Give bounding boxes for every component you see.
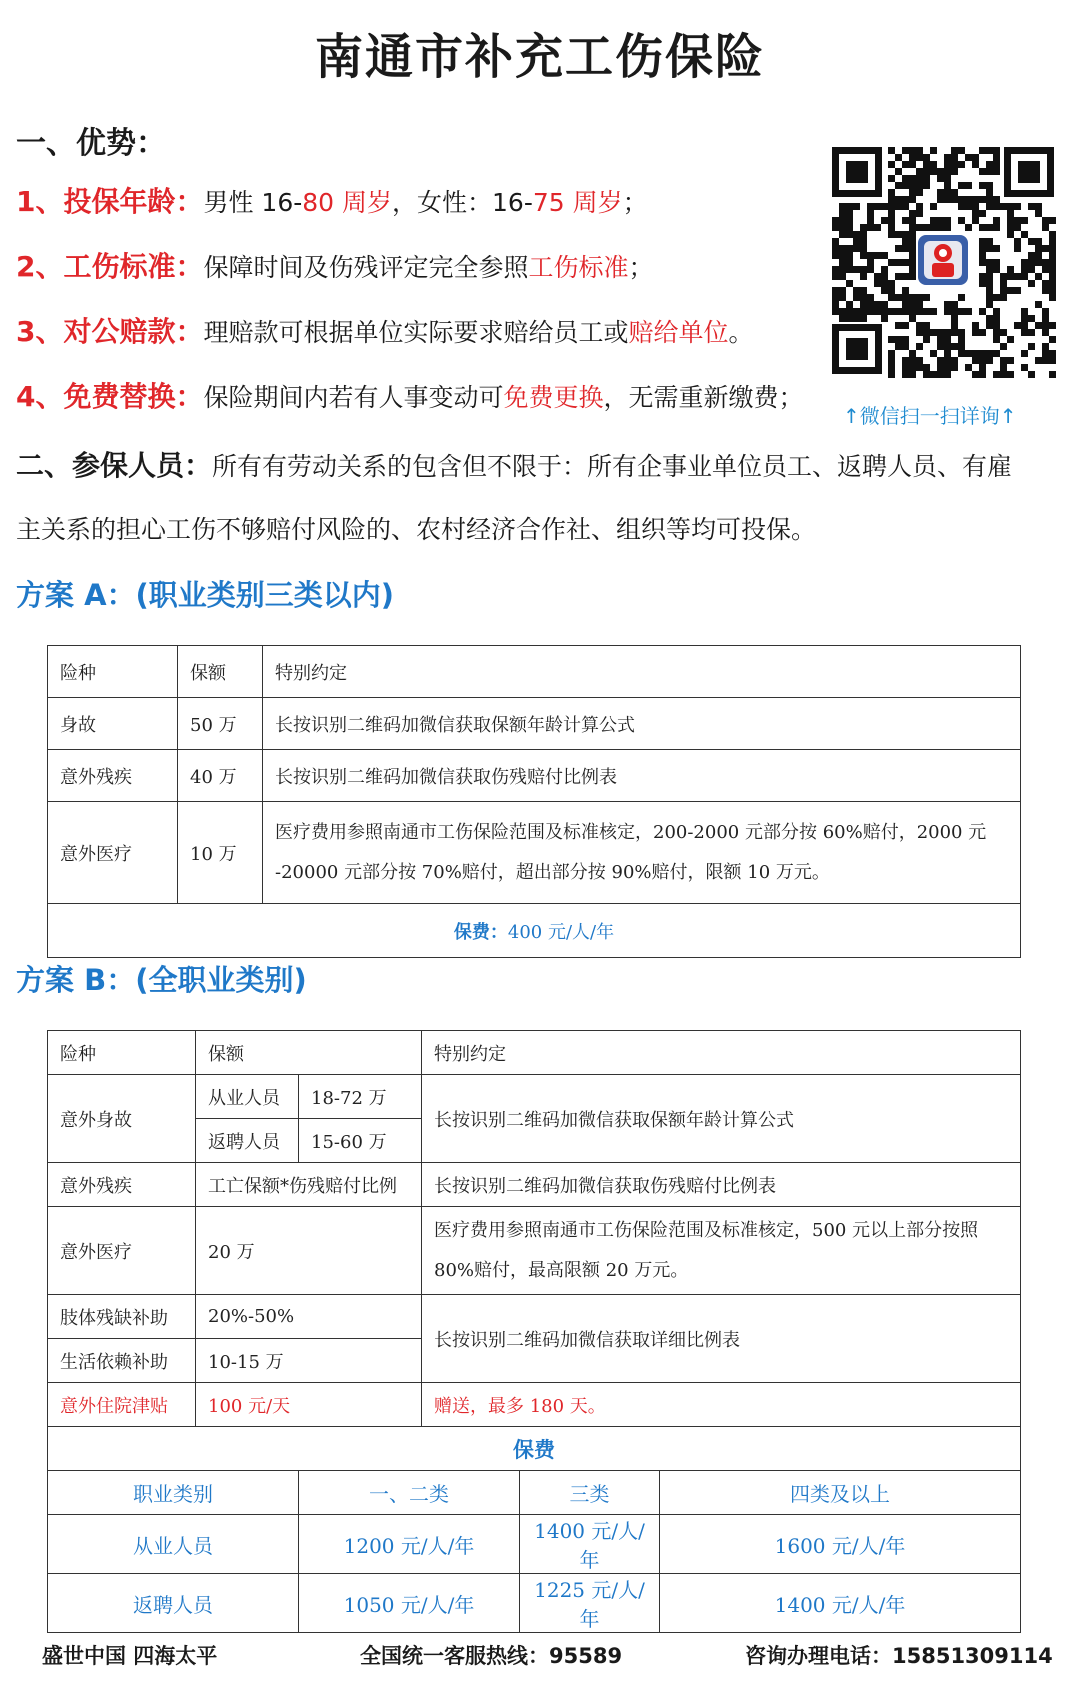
table-cell: 长按识别二维码加微信获取详细比例表 bbox=[422, 1295, 1021, 1383]
advantage-payout-text1: 理赔款可根据单位实际要求赔给员工或 bbox=[203, 318, 629, 347]
table-cell: 返聘人员 bbox=[196, 1119, 299, 1163]
table-cell: 意外身故 bbox=[48, 1075, 196, 1163]
table-row bbox=[48, 1295, 1021, 1339]
price-cell: 返聘人员 bbox=[48, 1574, 299, 1633]
table-cell bbox=[422, 1207, 1021, 1295]
price-cell: 1050 元/人/年 bbox=[299, 1574, 520, 1633]
table-cell: 长按识别二维码加微信获取伤残赔付比例表 bbox=[422, 1163, 1021, 1207]
medical-note-line2: 80%赔付，最高限额 20 万元。 bbox=[434, 1259, 689, 1281]
table-cell: 赠送，最多 180 天。 bbox=[422, 1383, 1021, 1427]
price-header-cell: 一、二类 bbox=[299, 1471, 520, 1515]
footer-hotline: 全国统一客服热线：95589 bbox=[360, 1644, 623, 1668]
price-header-cell: 四类及以上 bbox=[660, 1471, 1021, 1515]
advantage-payout bbox=[16, 310, 754, 350]
wechat-qr-code-icon[interactable] bbox=[828, 143, 1058, 378]
advantage-age-male-max: 80 周岁 bbox=[302, 188, 393, 217]
page-title: 南通市补充工伤保险 bbox=[314, 29, 765, 85]
table-cell: 50 万 bbox=[178, 698, 263, 750]
price-cell: 1400 元/人/年 bbox=[520, 1515, 660, 1574]
advantage-replace-text2: ，无需重新缴费； bbox=[603, 383, 804, 412]
table-row bbox=[48, 750, 1021, 802]
table-cell: 意外医疗 bbox=[48, 802, 178, 904]
insured-text1: 所有有劳动关系的包含但不限于：所有企事业单位员工、返聘人员、有雇 bbox=[212, 452, 1013, 481]
insured-line2: 主关系的担心工伤不够赔付风险的、农村经济合作社、组织等均可投保。 bbox=[16, 515, 817, 544]
table-cell: 长按识别二维码加微信获取保额年龄计算公式 bbox=[263, 698, 1021, 750]
price-cell: 从业人员 bbox=[48, 1515, 299, 1574]
advantage-replace-text1: 保险期间内若有人事变动可 bbox=[203, 383, 504, 412]
advantage-standard bbox=[16, 245, 654, 285]
premium-value: 400 元/人/年 bbox=[507, 921, 615, 943]
table-cell bbox=[263, 802, 1021, 904]
table-cell: 10 万 bbox=[178, 802, 263, 904]
plan-a-table bbox=[47, 645, 1021, 958]
table-row bbox=[48, 698, 1021, 750]
advantage-replace bbox=[16, 375, 804, 415]
advantage-age-label: 1、投保年龄： bbox=[16, 185, 204, 218]
table-cell: 意外医疗 bbox=[48, 1207, 196, 1295]
insured-line1 bbox=[16, 444, 1066, 484]
advantage-age-text1: 男性 16- bbox=[203, 188, 303, 217]
table-cell: 意外住院津贴 bbox=[48, 1383, 196, 1427]
advantage-standard-text2: ； bbox=[628, 253, 654, 282]
advantage-age-text3: ； bbox=[622, 188, 648, 217]
table-cell: 从业人员 bbox=[196, 1075, 299, 1119]
price-cell: 1200 元/人/年 bbox=[299, 1515, 520, 1574]
table-row bbox=[48, 1163, 1021, 1207]
table-cell: 100 元/天 bbox=[196, 1383, 422, 1427]
table-cell: 长按识别二维码加微信获取保额年龄计算公式 bbox=[422, 1075, 1021, 1163]
table-cell: 生活依赖补助 bbox=[48, 1339, 196, 1383]
footer-phone: 咨询办理电话：15851309114 bbox=[745, 1644, 1053, 1668]
insured-heading: 二、参保人员： bbox=[16, 449, 213, 482]
advantage-standard-text1: 保障时间及伤残评定完全参照 bbox=[203, 253, 529, 282]
header-cell: 保额 bbox=[178, 646, 263, 698]
advantage-standard-label: 2、工伤标准： bbox=[16, 250, 204, 283]
price-cell: 1400 元/人/年 bbox=[660, 1574, 1021, 1633]
plan-b-title: 方案 B：(全职业类别) bbox=[16, 963, 307, 997]
table-row bbox=[48, 1075, 1021, 1119]
price-header-row bbox=[48, 1471, 1021, 1515]
plan-a-title: 方案 A：(职业类别三类以内) bbox=[16, 578, 395, 612]
table-cell: 意外残疾 bbox=[48, 750, 178, 802]
advantage-standard-highlight: 工伤标准 bbox=[528, 253, 629, 282]
header-cell: 特别约定 bbox=[263, 646, 1021, 698]
advantage-payout-highlight: 赔给单位 bbox=[628, 318, 729, 347]
medical-note-line2: -20000 元部分按 70%赔付，超出部分按 90%赔付，限额 10 万元。 bbox=[275, 861, 830, 883]
advantage-age bbox=[16, 180, 648, 220]
header-cell: 保额 bbox=[196, 1031, 422, 1075]
table-cell: 20 万 bbox=[196, 1207, 422, 1295]
advantage-age-female-max: 75 周岁 bbox=[532, 188, 623, 217]
table-cell: 身故 bbox=[48, 698, 178, 750]
advantages-heading: 一、优势： bbox=[16, 126, 166, 161]
medical-note-line1: 医疗费用参照南通市工伤保险范围及标准核定，200-2000 元部分按 60%赔付，2000 元 bbox=[275, 821, 987, 843]
header-cell: 险种 bbox=[48, 1031, 196, 1075]
table-cell: 工亡保额*伤残赔付比例 bbox=[196, 1163, 422, 1207]
price-header-cell: 三类 bbox=[520, 1471, 660, 1515]
advantage-replace-label: 4、免费替换： bbox=[16, 380, 204, 413]
table-header-row bbox=[48, 1031, 1021, 1075]
advantage-replace-highlight: 免费更换 bbox=[503, 383, 604, 412]
plan-b-table bbox=[47, 1030, 1021, 1633]
advantage-payout-label: 3、对公赔款： bbox=[16, 315, 204, 348]
price-row bbox=[48, 1574, 1021, 1633]
table-row bbox=[48, 1207, 1021, 1295]
table-cell: 40 万 bbox=[178, 750, 263, 802]
table-cell: 长按识别二维码加微信获取伤残赔付比例表 bbox=[263, 750, 1021, 802]
advantage-payout-text2: 。 bbox=[728, 318, 754, 347]
premium-cell bbox=[48, 904, 1021, 958]
price-cell: 1600 元/人/年 bbox=[660, 1515, 1021, 1574]
premium-label: 保费： bbox=[453, 921, 508, 943]
price-row bbox=[48, 1515, 1021, 1574]
footer-slogan: 盛世中国 四海太平 bbox=[42, 1644, 218, 1668]
table-cell: 意外残疾 bbox=[48, 1163, 196, 1207]
header-cell: 险种 bbox=[48, 646, 178, 698]
table-cell: 15-60 万 bbox=[299, 1119, 422, 1163]
table-cell: 18-72 万 bbox=[299, 1075, 422, 1119]
header-cell: 特别约定 bbox=[422, 1031, 1021, 1075]
premium-heading: 保费 bbox=[48, 1427, 1021, 1471]
premium-heading-row bbox=[48, 1427, 1021, 1471]
table-cell: 肢体残缺补助 bbox=[48, 1295, 196, 1339]
table-header-row bbox=[48, 646, 1021, 698]
table-cell: 20%-50% bbox=[196, 1295, 422, 1339]
price-header-cell: 职业类别 bbox=[48, 1471, 299, 1515]
table-row bbox=[48, 802, 1021, 904]
table-row bbox=[48, 1383, 1021, 1427]
table-cell: 10-15 万 bbox=[196, 1339, 422, 1383]
price-cell: 1225 元/人/年 bbox=[520, 1574, 660, 1633]
premium-row bbox=[48, 904, 1021, 958]
medical-note-line1: 医疗费用参照南通市工伤保险范围及标准核定，500 元以上部分按照 bbox=[434, 1219, 979, 1241]
qr-caption: ↑微信扫一扫详询↑ bbox=[843, 404, 1017, 428]
advantage-age-text2: ，女性：16- bbox=[392, 188, 533, 217]
